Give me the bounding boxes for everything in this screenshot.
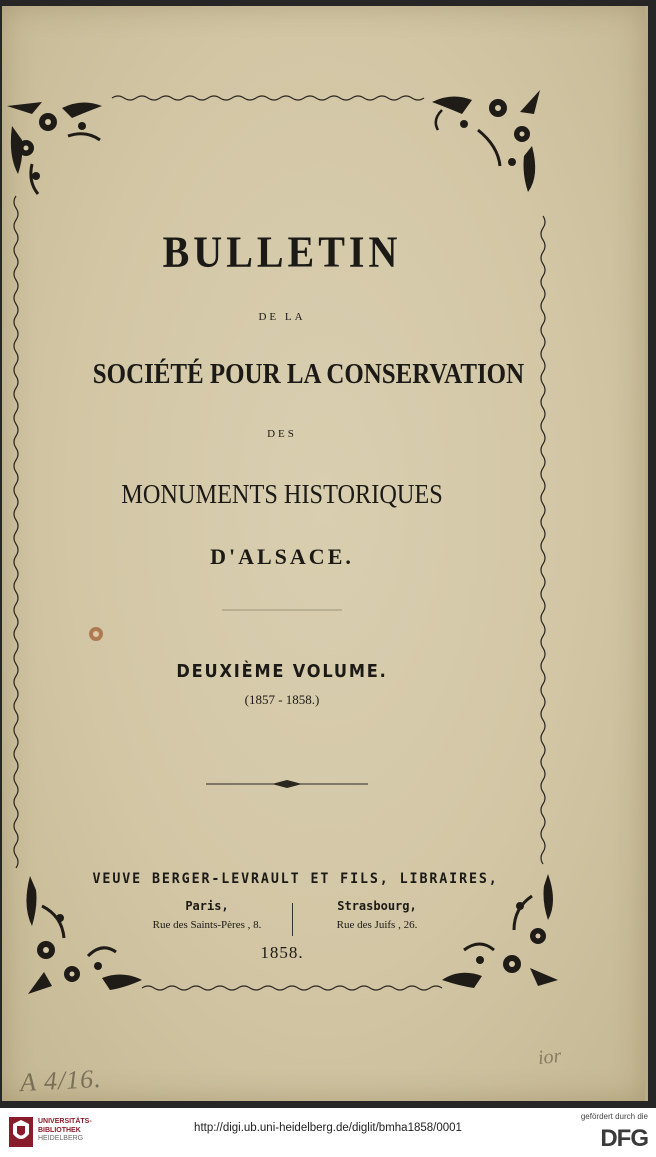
- title-de-la: DE LA: [258, 311, 306, 323]
- title-region: D'ALSACE.: [210, 544, 354, 569]
- title-monuments: MONUMENTS HISTORIQUES: [121, 479, 443, 509]
- publisher-line: VEUVE BERGER-LEVRAULT ET FILS, LIBRAIRES,: [92, 871, 499, 887]
- publisher-city-strasbourg: Strasbourg,: [337, 899, 417, 913]
- corner-ornament-bottom-left: [26, 876, 142, 994]
- library-line-1: UNIVERSITÄTS-: [38, 1118, 92, 1125]
- permalink-url[interactable]: http://digi.ub.uni-heidelberg.de/diglit/bmha1858/0001: [194, 1122, 462, 1134]
- publication-year: 1858.: [260, 943, 304, 962]
- border-left: [14, 196, 18, 868]
- ornamental-divider: [206, 780, 368, 788]
- border-right: [541, 216, 545, 864]
- corner-ornament-top-left: [7, 102, 102, 194]
- publisher-address-paris: Rue des Saints-Pères , 8.: [152, 919, 262, 931]
- volume-years: (1857 - 1858.): [244, 692, 320, 707]
- publisher-city-paris: Paris,: [185, 899, 229, 913]
- volume-label: DEUXIÈME VOLUME.: [176, 661, 388, 682]
- funded-by-label: gefördert durch die: [580, 1112, 648, 1121]
- corner-ornament-bottom-right: [442, 874, 558, 988]
- title-des: DES: [267, 428, 297, 440]
- title-bulletin: BULLETIN: [162, 226, 402, 277]
- dfg-logo: DFG: [600, 1125, 648, 1152]
- handwritten-pencil-note: ior: [536, 1044, 563, 1070]
- corner-ornament-top-right: [432, 90, 540, 192]
- library-line-2: BIBLIOTHEK: [38, 1126, 81, 1134]
- border-bottom: [142, 986, 442, 990]
- title-society: SOCIÉTÉ POUR LA CONSERVATION: [92, 358, 525, 390]
- address-divider: [292, 903, 293, 936]
- border-top: [112, 96, 424, 100]
- handwritten-shelf-mark: A 4/16.: [19, 1063, 103, 1098]
- viewer-footer: [0, 1108, 656, 1157]
- library-line-3: HEIDELBERG: [38, 1135, 84, 1142]
- publisher-address-strasbourg: Rue des Juifs , 26.: [336, 919, 418, 931]
- title-page: [2, 6, 648, 1101]
